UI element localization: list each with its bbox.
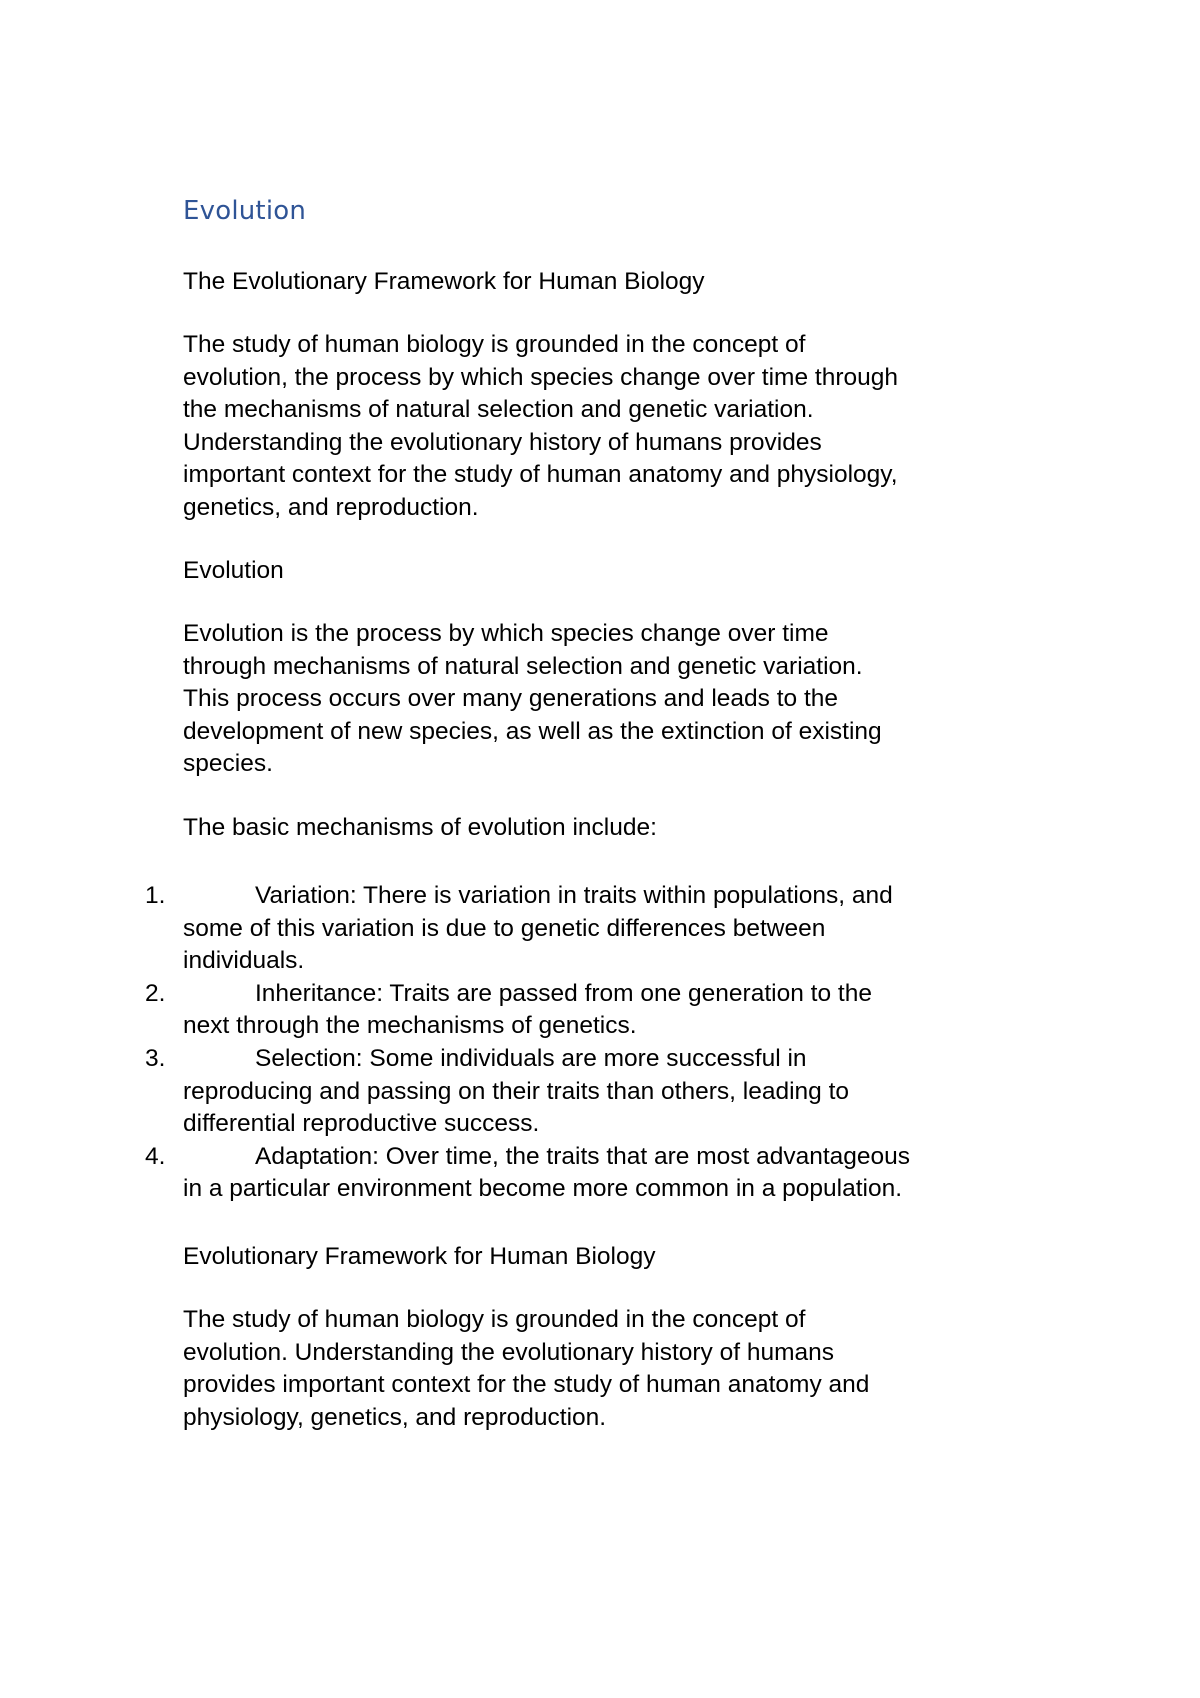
section-framework-paragraph: The study of human biology is grounded in the concept of evolution. Understanding the evolutionary history of humans provides important context for the study of human anatomy and physiology, genetics, and reproduction. [183,1306,870,1431]
list-item [0,1141,1043,1206]
list-item [0,1043,1043,1141]
list-item [0,880,1043,978]
list-item-first-line: Selection: Some individuals are more successful in [255,1044,807,1072]
list-item-continuation: reproducing and passing on their traits than others, leading to differential reproductive success. [183,1077,850,1138]
list-item-first-line: Adaptation: Over time, the traits that are most advantageous [255,1142,911,1170]
document-heading: Evolution [183,196,307,226]
mechanisms-list [0,880,1100,1206]
list-item-continuation: next through the mechanisms of genetics. [183,1012,637,1040]
section-evolution-paragraph: Evolution is the process by which species change over time through mechanisms of natural selection and genetic variation. This process occurs over many generations and leads to the development of new species, as well as the extinction of existing species. [183,620,882,778]
section-framework-title: Evolutionary Framework for Human Biology [183,1243,656,1270]
list-item-first-line: Inheritance: Traits are passed from one generation to the [255,979,872,1007]
list-item-number: 4. [145,1142,166,1170]
list-item-number: 1. [145,882,166,909]
intro-paragraph: The study of human biology is grounded in the concept of evolution, the process by which species change over time through the mechanisms of natural selection and genetic variation. Understanding the evolutionary history of humans provides important context for the study of human anatomy and physiology, genetics, and reproduction. [183,331,898,521]
mechanisms-intro: The basic mechanisms of evolution include: [183,814,657,841]
list-item-number: 3. [145,1044,166,1072]
document-subtitle: The Evolutionary Framework for Human Biology [183,268,705,295]
list-item-first-line: Variation: There is variation in traits within populations, and [255,882,893,909]
list-item-number: 2. [145,979,166,1007]
list-item [0,978,1043,1043]
section-evolution-title: Evolution [183,557,284,584]
list-item-continuation: in a particular environment become more common in a population. [183,1175,903,1203]
list-item-continuation: some of this variation is due to genetic differences between individuals. [183,914,826,975]
